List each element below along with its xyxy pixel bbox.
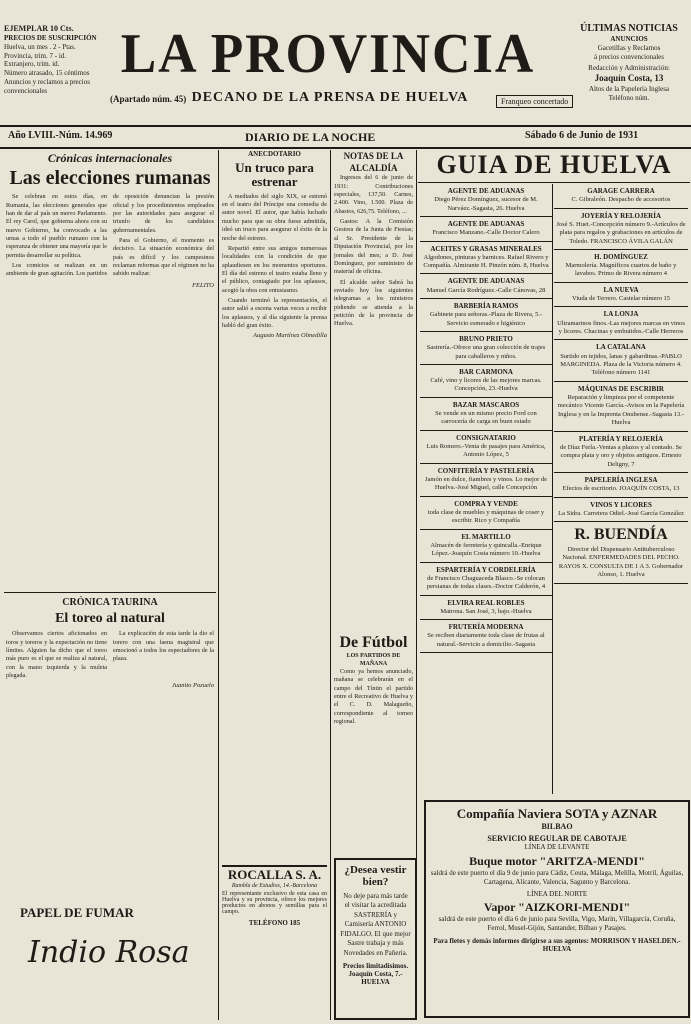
article-body bbox=[6, 630, 214, 680]
subscription-line: Provincia, trim. 7 - id. bbox=[4, 51, 67, 60]
guia-ad: BAZAR MASCAROS Se vende en un mismo precio Ford con carrocería de carga en buen estado bbox=[420, 398, 552, 431]
paragraph: Cuando terminó la representación, el autor salió a escena varias veces a recibir los aplausos, y al día siguiente la prensa habló del gran éxito. bbox=[222, 297, 327, 330]
article-signature: FELITO bbox=[192, 281, 214, 289]
subscription-line: Extranjero, trim. id. bbox=[4, 60, 60, 69]
naviera-title: Compañía Naviera SOTA y AZNAR bbox=[456, 806, 658, 821]
guia-ad: AGENTE DE ADUANAS Francisco Manzano.-Calle Doctor Calero bbox=[420, 217, 552, 242]
buque-text: saldrá de este puerto el día 9 de junio para Cádiz, Ceuta, Málaga, Melilla, Motril, Águilas, Cartagena, Alicante, Valencia, Sagunto y Barcelona. bbox=[430, 869, 684, 887]
subscription-line: Huelva, un mes . 2 - Ptas. bbox=[4, 42, 76, 51]
issue-date: Sábado 6 de Junio de 1931 bbox=[525, 130, 639, 141]
papel-title: PAPEL DE FUMAR bbox=[20, 905, 134, 920]
ultimas-noticias: ÚLTIMAS NOTICIAS bbox=[580, 23, 678, 34]
article-headline: El toreo al natural bbox=[55, 610, 165, 626]
edition-label: DIARIO DE LA NOCHE bbox=[245, 130, 376, 144]
guia-left-column bbox=[420, 184, 553, 794]
paragraph: Repartió entre sus amigos numerosas localidades con la condición de que aplaudiesen en los momentos oportunos. El día del estreno el teatro estaba lleno y el público, contagiado por los aplausos, acogió la obra con entusiasmo. bbox=[222, 244, 327, 294]
admin-phone: Teléfono núm. bbox=[608, 94, 650, 103]
sastreria-ad bbox=[334, 858, 417, 1020]
admin-address: Joaquín Costa, 13 bbox=[594, 73, 664, 84]
guia-ad: AGENTE DE ADUANAS Manuel García Rodríguez.-Calle Cánovas, 28 bbox=[420, 274, 552, 299]
article-toreo bbox=[6, 596, 214, 896]
subscription-label: PRECIOS DE SUSCRIPCIÓN bbox=[4, 34, 97, 42]
section-rule bbox=[4, 592, 216, 593]
subscription-box bbox=[4, 24, 102, 95]
sastreria-body: No deje para más tarde el visitar la acreditada SASTRERÍA y Camisería ANTONIO FIDALGO. El que mejor Sastre trabaja y más Novedades en Pañería. bbox=[340, 892, 411, 957]
guia-ad: ACEITES Y GRASAS MINERALES Algodones, pinturas y barnices. Rafael Rivero y Compañía. Almirante H. Pinzón núm. 8, Huelva bbox=[420, 242, 552, 275]
article-signature: Augusto Martínez Olmedilla bbox=[252, 332, 327, 340]
rocalla-body: El representante exclusivo de esta casa en Huelva y su provincia, ofrece los mejores productos en abonos y semillas para el campo. bbox=[222, 891, 327, 915]
paragraph: Observamos ciertos aficionados en toros y toreros y la expectación no tiene límites. Alguien ha dicho que el toreo más puro es el que se realiza al natural, con la mano izquierda y la muleta plegada. bbox=[6, 630, 107, 679]
guia-ad: BRUNO PRIETO Sastrería.-Ofrece una gran colección de trajes para caballeros y niños. bbox=[420, 332, 552, 365]
naviera-line: LÍNEA DE LEVANTE bbox=[524, 843, 590, 851]
guia-ad: LA LONJA Ultramarinos finos.-Las mejores marcas en vinos y licores. Chacinas y embutidos.-Calle Herreros bbox=[554, 307, 688, 340]
guia-ad: BARBERÍA RAMOS Gabinete para señoras.-Plaza de Rivera, 5.-Servicio esmerado e higiénico bbox=[420, 299, 552, 332]
article-headline: Las elecciones rumanas bbox=[9, 167, 211, 190]
column-divider bbox=[330, 150, 331, 1020]
guia-ad: PLATERÍA Y RELOJERÍA de Díaz Ferla.-Ventas a plazos y al contado. Se compra plata y oro y objetos antiguos. Ernesto Deligny, 7 bbox=[554, 432, 688, 473]
rocalla-sub: Rambla de Estudios, 14.-Barcelona bbox=[231, 883, 318, 889]
rocalla-phone: TELÉFONO 185 bbox=[248, 919, 301, 927]
admin-note: Altos de la Papelería Inglesa bbox=[588, 85, 670, 94]
naviera-line: LÍNEA DEL NORTE bbox=[526, 890, 588, 899]
guia-ad: EL MARTILLO Almacén de ferretería y quincalla.-Enrique López.-Joaquín Costa número 10.-Huelva bbox=[420, 530, 552, 563]
guia-ad: PAPELERÍA INGLESA Efectos de escritorio. JOAQUÍN COSTA, 13 bbox=[554, 473, 688, 498]
guia-ad: LA CATALANA Surtido en tejidos, lanas y gabardinas.-PABLO MARGINEDA. Plaza de la Victoria número 4. Teléfono número 1141 bbox=[554, 340, 688, 381]
buque-name: Buque motor "ARITZA-MENDI" bbox=[469, 854, 645, 868]
article-signature: Juanito Pozuelo bbox=[171, 682, 214, 690]
paragraph: A mediados del siglo XIX, se estrenó en el teatro del Príncipe una comedia de autor novel. El autor, que había luchado mucho para que su obra fuese admitida, ideó un truco para asegurar el éxito de la noche del estreno. bbox=[222, 192, 327, 242]
rocalla-ad bbox=[222, 865, 327, 927]
paragraph: Para el Gobierno, el momento es decisivo. La situación económica del país es difícil y los campesinos reclaman reformas que el régimen no ha sabido realizar. bbox=[113, 236, 214, 278]
section-heading: NOTAS DE LA ALCALDÍA bbox=[343, 151, 404, 174]
article-headline: De Fútbol bbox=[339, 635, 408, 651]
article-futbol bbox=[334, 635, 413, 855]
paragraph: La explicación de esta tarde la dio el torero con una faena magistral que emocionó a todos los espectadores de la plaza. bbox=[113, 630, 214, 663]
guia-ad: CONSIGNATARIO Luis Romero.-Venta de pasajes para América, Antonio López, 5 bbox=[420, 431, 552, 464]
rocalla-title: ROCALLA S. A. bbox=[227, 867, 322, 882]
article-headline: Un truco para estrenar bbox=[235, 160, 314, 190]
subscription-line: Anuncios y reclamos a precios convencionales bbox=[4, 77, 90, 95]
newspaper-title: LA PROVINCIA bbox=[120, 23, 536, 85]
info-bar bbox=[0, 128, 691, 146]
article-body bbox=[6, 193, 214, 280]
section-heading: ANECDOTARIO bbox=[248, 150, 301, 158]
info-line: á precios convencionales bbox=[594, 53, 664, 62]
paragraph: Ingresos del 6 de junio de 1931: Contribuciones especiales, 137,50. Carnes, 2.400. Vino, 1.500. Plaza de Abastos, 626,75. Teléfono, ... bbox=[334, 174, 413, 215]
info-line: ANUNCIOS bbox=[610, 35, 648, 43]
newspaper-subtitle: DECANO DE LA PRENSA DE HUELVA bbox=[191, 90, 469, 105]
section-heading: CRÓNICA TAURINA bbox=[62, 597, 158, 608]
sastreria-footer: Precios limitadísimos. Joaquín Costa, 7.-HUELVA bbox=[342, 962, 409, 987]
indio-rosa-brand: Indio Rosa bbox=[28, 935, 190, 970]
paragraph: Gastos: A la Comisión Gestora de la Junta de Fiestas; al Sr. Presidente de la Diputación Provincial, por los jornales del mes; a D. José Domínguez, por suministro de material de oficina. bbox=[334, 218, 413, 276]
info-rule bbox=[0, 147, 691, 149]
guia-ad: ESPARTERÍA Y CORDELERÍA de Francisco Chaguaceda Blasco.-Se colocan persianas de todas clases.-Doctor Calderón, 4 bbox=[420, 563, 552, 596]
info-line: Gacetillas y Reclamos bbox=[597, 44, 661, 53]
column-divider bbox=[218, 150, 219, 1020]
guia-ad: JOYERÍA Y RELOJERÍA José S. Huet.-Concepción número 9.-Artículos de plata para regalos y grabaciones en artículos de Toledo. FRANCISCO ÁVILA GALÁN bbox=[554, 209, 688, 250]
notas-alcaldia bbox=[334, 150, 413, 620]
guia-ad: VINOS Y LICORES La Sidra. Carretera Odiel.-José García González bbox=[554, 498, 688, 523]
buque-text: saldrá de este puerto el día 6 de junio para Sevilla, Vigo, Marín, Villagarcía, Coruña, Ferrol, Musel-Gijón, Santander, Bilbao y Pasajes. bbox=[438, 915, 676, 933]
guia-ad: R. BUENDÍA Director del Dispensario Antituberculoso Nacional. ENFERMEDADES DEL PECHO. RAYOS X. CONSULTA DE 1 A 3. Gobernador Alonso, 1. Huelva bbox=[554, 522, 688, 584]
naviera-service: SERVICIO REGULAR DE CABOTAJE bbox=[487, 834, 627, 843]
naviera-ad bbox=[424, 800, 690, 1018]
guia-ad: H. DOMÍNGUEZ Marmolería. Magníficos cuartos de baño y lavabos. Primo de Rivera número 4 bbox=[554, 250, 688, 283]
masthead-rule bbox=[0, 125, 691, 127]
price-label: EJEMPLAR 10 Cts. bbox=[4, 24, 74, 33]
guia-ad: FRUTERÍA MODERNA Se reciben diariamente toda clase de frutas al natural.-Servicio a domicilio.-Sagasta bbox=[420, 620, 552, 653]
naviera-footer: Para fletes y demás informes dirigirse a sus agentes: MORRISON Y HASELDEN.-HUELVA bbox=[433, 937, 681, 954]
buque-name: Vapor "AIZKORI-MENDI" bbox=[483, 900, 631, 915]
paragraph: Se celebran en estos días, en Rumania, las elecciones generales que han de dar al país un nuevo Parlamento. El rey Carol, que gobierna ahora con su nuevo Gobierno, ha convocado a las urnas a todo el pueblo rumano con la esperanza de obtener una mayoría que le permita desarrollar su política. bbox=[6, 193, 107, 259]
article-subheading: LOS PARTIDOS DE MAÑANA bbox=[346, 652, 401, 667]
subscription-line: Número atrasado, 15 céntimos bbox=[4, 69, 90, 77]
guia-ad: LA NUEVA Viuda de Terrero. Castelar número 15 bbox=[554, 283, 688, 308]
info-box bbox=[570, 22, 688, 103]
guia-ad: COMPRA Y VENDE toda clase de muebles y máquinas de coser y escribir. Rico y Compañía bbox=[420, 497, 552, 530]
guia-rule bbox=[418, 182, 690, 183]
guia-right-column bbox=[554, 184, 688, 794]
guia-ad: AGENTE DE ADUANAS Diego Pérez Domínguez, sucesor de M. Narváez.-Sagasta, 26. Huelva bbox=[420, 184, 552, 217]
paragraph: Los comicios se realizan en un ambiente de gran agitación. Los partidos de oposición denuncian la presión oficial y los procedimientos empleados por las autoridades para asegurar el triunfo de los candidatos gubernamentales. bbox=[6, 193, 214, 278]
franqueo-stamp: Franqueo concertado bbox=[496, 95, 573, 108]
naviera-city: BILBAO bbox=[541, 822, 573, 831]
admin-label: Redacción y Administración: bbox=[588, 64, 670, 73]
guia-ad: GARAGE CARRERA C. Gibraleón. Despacho de accesorios bbox=[554, 184, 688, 209]
apartado-label: (Apartado núm. 45) bbox=[110, 94, 187, 104]
paragraph: Como ya hemos anunciado, mañana se celebrarán en el campo del Tíntin el partido entre el Recreativo de Huelva y el C. D. Malagueño, correspondiente al torneo regional. bbox=[334, 667, 413, 726]
guia-ad: MÁQUINAS DE ESCRIBIR Reparación y limpieza por el competente mecánico Vicente García.-Avisos en la Papelería Inglesa y en la Imprenta Onubense.-Sagasta 13.-Huelva bbox=[554, 382, 688, 432]
section-heading: Crónicas internacionales bbox=[47, 151, 173, 165]
guia-ad: CONFITERÍA Y PASTELERÍA Jamón en dulce, fiambres y vinos. Lo mejor de Huelva.-José Miguel, calle Concepción bbox=[420, 464, 552, 497]
article-elecciones bbox=[6, 150, 214, 590]
article-truco bbox=[222, 150, 327, 840]
guia-ad: ELVIRA REAL ROBLES Matrona. San José, 3, bajo.-Huelva bbox=[420, 596, 552, 621]
sastreria-title: ¿Desea vestir bien? bbox=[344, 864, 407, 888]
guia-title: GUIA DE HUELVA bbox=[436, 150, 672, 179]
paragraph: El alcalde señor Sabrá ha enviado hoy los siguientes telegramas a los ministros pidiendo se atienda a la petición de la provincia de Huelva. bbox=[334, 278, 413, 328]
guia-ad: BAR CARMONA Café, vino y licores de las mejores marcas. Concepción, 23.-Huelva bbox=[420, 365, 552, 398]
issue-number: Año LVIII.-Núm. 14.969 bbox=[8, 130, 113, 141]
